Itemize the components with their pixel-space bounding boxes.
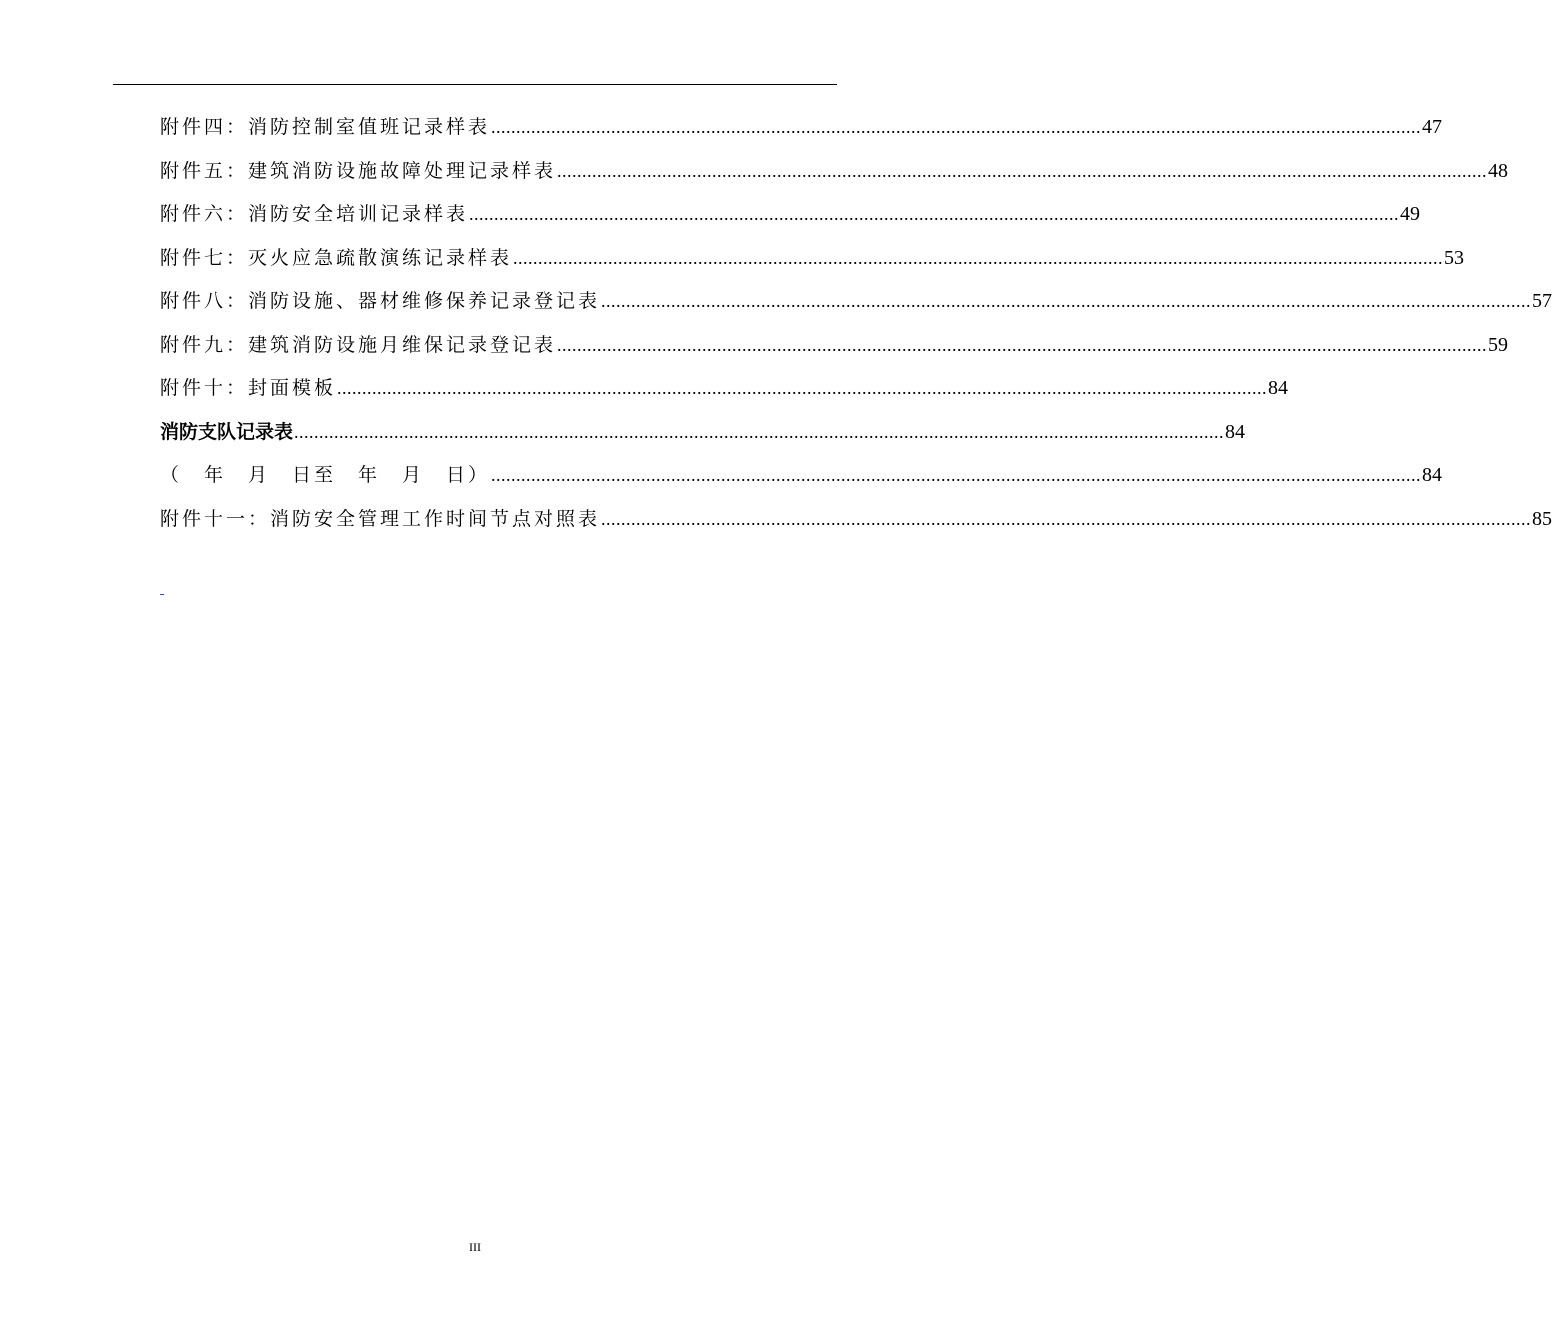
toc-dot-leader: .......................................................................................................................................................................................... xyxy=(601,291,1532,311)
toc-dot-leader: .......................................................................................................................................................................................... xyxy=(557,160,1488,181)
toc-entry-title: 消防支队记录表 xyxy=(160,420,294,443)
toc-page-number: 57 xyxy=(1532,290,1552,312)
header-rule xyxy=(113,84,837,85)
toc-dot-leader: .......................................................................................................................................................................................... xyxy=(294,421,1225,442)
toc-entry-appendix-11[interactable] xyxy=(160,505,1552,549)
toc-entry-appendix-6[interactable] xyxy=(160,200,1421,244)
toc-entry-title: 附件十：封面模板 xyxy=(160,377,337,399)
toc-dot-leader: .......................................................................................................................................................................................... xyxy=(491,117,1422,137)
toc-entry-appendix-10[interactable] xyxy=(160,374,1289,418)
toc-page-number: 59 xyxy=(1488,333,1509,356)
toc-dot-leader: .......................................................................................................................................................................................... xyxy=(337,378,1268,398)
toc-entry-title: 附件七：灭火应急疏散演练记录样表 xyxy=(160,246,513,269)
toc-page-number: 48 xyxy=(1488,159,1509,182)
toc-entry-fire-brigade-record[interactable] xyxy=(160,418,1246,462)
toc-entry-appendix-8[interactable] xyxy=(160,287,1552,331)
toc-dot-leader: .......................................................................................................................................................................................... xyxy=(557,334,1488,355)
footer-page-number: III xyxy=(469,1240,481,1254)
toc-dot-leader: .......................................................................................................................................................................................... xyxy=(491,465,1422,485)
toc-page-number: 84 xyxy=(1422,464,1443,486)
toc-entry-date-range[interactable] xyxy=(160,461,1443,505)
toc-entry-title: （ 年 月 日至 年 月 日） xyxy=(160,464,491,486)
toc-dot-leader: .......................................................................................................................................................................................... xyxy=(469,204,1400,224)
toc-entry-appendix-4[interactable] xyxy=(160,113,1443,157)
toc-entry-title: 附件十一：消防安全管理工作时间节点对照表 xyxy=(160,507,601,530)
toc-dot-leader: .......................................................................................................................................................................................... xyxy=(601,508,1532,529)
toc-page-number: 84 xyxy=(1268,377,1289,399)
toc-entry-title: 附件六：消防安全培训记录样表 xyxy=(160,203,469,225)
toc-entry-appendix-7[interactable] xyxy=(160,244,1465,288)
toc-entry-appendix-9[interactable] xyxy=(160,331,1509,375)
toc-entry-appendix-5[interactable] xyxy=(160,157,1509,201)
toc-entry-title: 附件四：消防控制室值班记录样表 xyxy=(160,116,491,138)
toc-entry-title: 附件八：消防设施、器材维修保养记录登记表 xyxy=(160,290,601,312)
table-of-contents xyxy=(160,113,1552,548)
toc-page-number: 84 xyxy=(1225,420,1246,443)
toc-page-number: 49 xyxy=(1400,203,1421,225)
toc-page-number: 85 xyxy=(1532,507,1552,530)
toc-dot-leader: .......................................................................................................................................................................................... xyxy=(513,247,1444,268)
stray-link-mark xyxy=(160,594,164,595)
toc-entry-title: 附件九：建筑消防设施月维保记录登记表 xyxy=(160,333,557,356)
toc-page-number: 47 xyxy=(1422,116,1443,138)
toc-entry-title: 附件五：建筑消防设施故障处理记录样表 xyxy=(160,159,557,182)
toc-page-number: 53 xyxy=(1444,246,1465,269)
